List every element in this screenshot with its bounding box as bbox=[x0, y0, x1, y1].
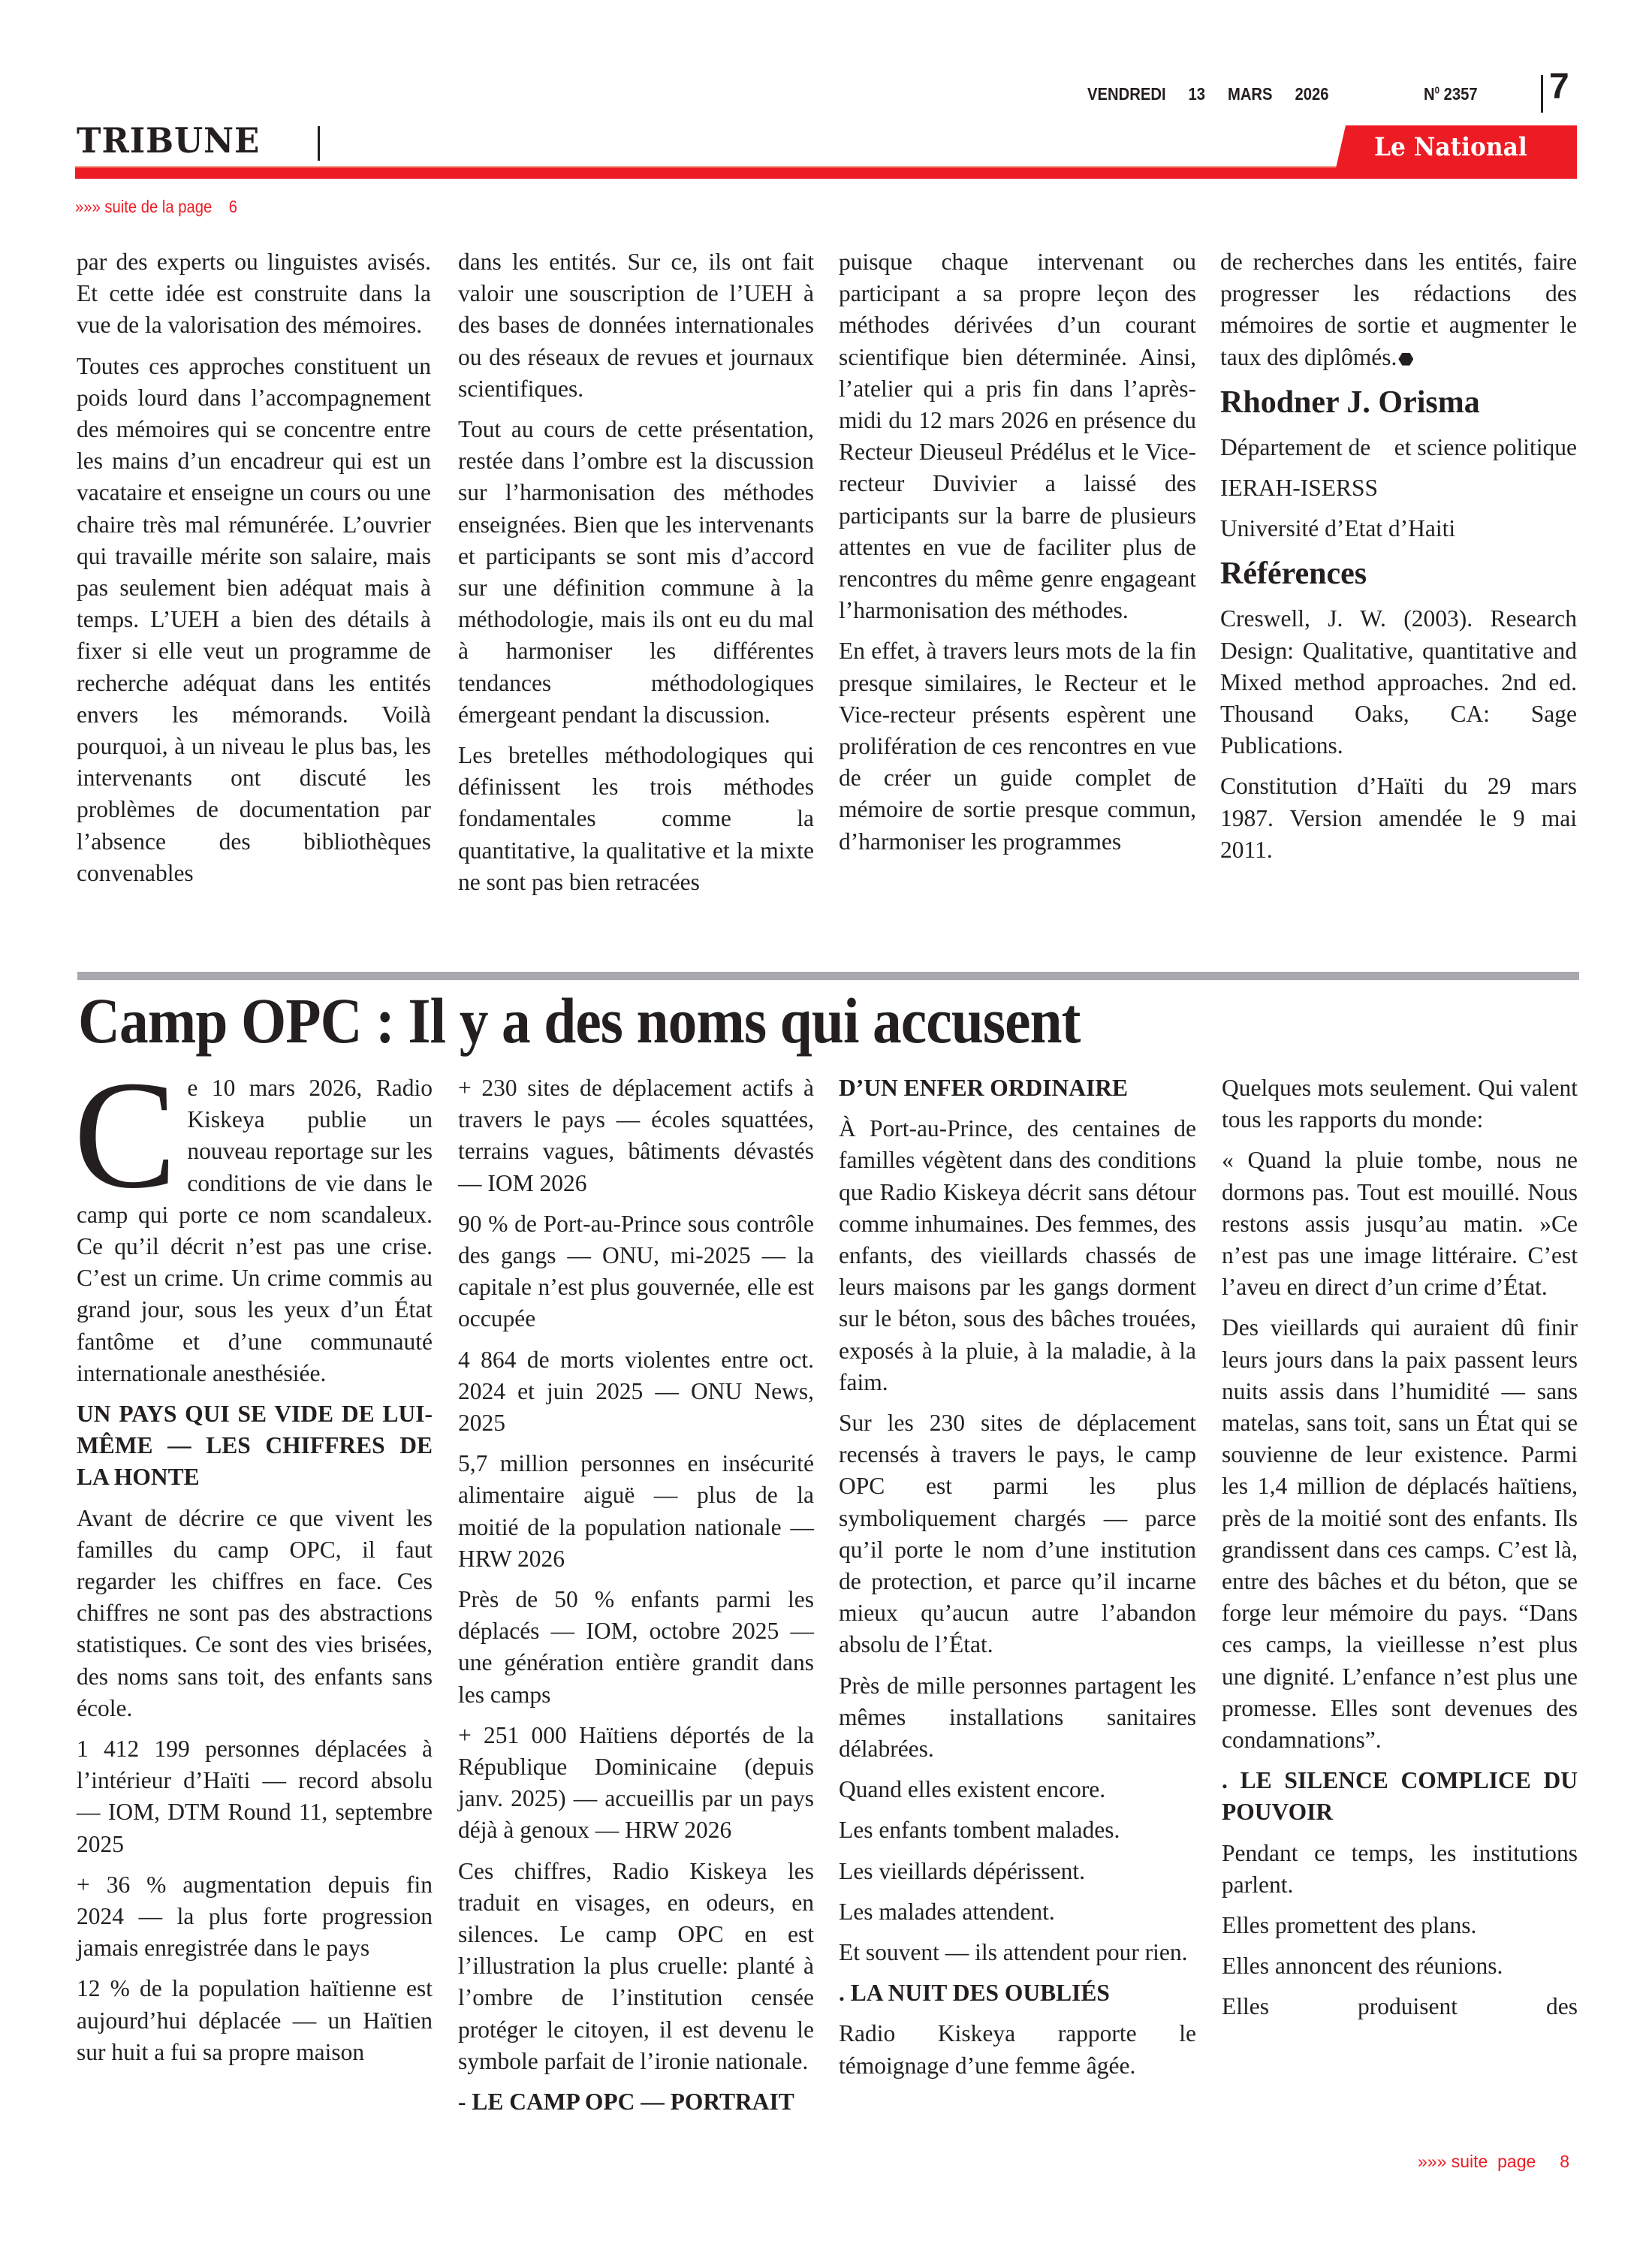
paragraph: Près de mille personnes partagent les mêmes installations sanitaires délabrées. bbox=[839, 1672, 1196, 1763]
article-separator bbox=[77, 972, 1579, 980]
subheading: . LE SILENCE COMPLICE DU POUVOIR bbox=[1222, 1767, 1578, 1826]
paragraph: En effet, à travers leurs mots de la fin presque similaires, le Recteur et le Vice-recteur présents espèrent une prolifération de ces rencontres en vue de créer un guide complet de mémoire de sortie presque commun, d’harmoniser les programmes bbox=[839, 638, 1196, 855]
issue-number bbox=[1424, 84, 1478, 104]
date-year: 2026 bbox=[1295, 84, 1329, 104]
paragraph: par des experts ou linguistes avisés. Et cette idée est construite dans la vue de la valorisation des mémoires. bbox=[77, 249, 431, 339]
paragraph: dans les entités. Sur ce, ils ont fait valoir une souscription de l’UEH à des bases de données internationales ou des réseaux de revues et journaux scientifiques. bbox=[458, 249, 814, 402]
paragraph: Les bretelles méthodologiques qui définissent les trois méthodes fondamentales comme la quantitative, la qualitative et la mixte ne sont pas bien retracées bbox=[458, 742, 814, 895]
paragraph: Avant de décrire ce que vivent les familles du camp OPC, il faut regarder les chiffres en face. Ces chiffres ne sont pas des abstractions statistiques. Ce sont des vies brisées, des noms sans toit, des enfants sans école. bbox=[77, 1504, 433, 1721]
subheading: - LE CAMP OPC — PORTRAIT bbox=[458, 2089, 794, 2116]
article-headline: Camp OPC : Il y a des noms qui accusent bbox=[78, 985, 1081, 1057]
section-title: TRIBUNE bbox=[77, 120, 261, 161]
main-article-column-4 bbox=[1222, 1072, 1578, 2032]
author-name: Rhodner J. Orisma bbox=[1220, 385, 1480, 420]
paragraph: Des vieillards qui auraient dû finir leurs jours dans la paix passent leurs nuits assis dans l’humidité — sans matelas, sans toit, sans un État qui se souvienne de leur existence. Parmi les 1,4 million de déplacés haïtiens, près de la moitié sont des enfants. Ils grandissent dans ces camps. C’est là, entre des bâches et du béton, que se forge leur mémoire du pays. “Dans ces camps, la vieillesse n’est plus une dignité. L’enfance n’est plus une promesse. Elles sont devenues des condamnations”. bbox=[1222, 1314, 1578, 1754]
subheading: . LA NUIT DES OUBLIÉS bbox=[839, 1980, 1110, 2007]
brand-logo: Le National bbox=[1374, 132, 1527, 162]
top-article-column-1 bbox=[77, 246, 431, 898]
statistic-item: 5,7 million personnes en insécurité alimentaire aiguë — plus de la moitié de la population nationale — HRW 2026 bbox=[458, 1450, 814, 1572]
date-month: MARS bbox=[1227, 84, 1273, 104]
top-article-column-4 bbox=[1220, 246, 1577, 875]
top-article-column-3 bbox=[839, 246, 1196, 867]
statistic-item: 1 412 199 personnes déplacées à l’intérieur d’Haïti — record absolu — IOM, DTM Round 11, septembre 2025 bbox=[77, 1736, 433, 1857]
author-affiliation: Université d’Etat d’Haiti bbox=[1220, 515, 1456, 542]
end-of-article-icon bbox=[1398, 353, 1413, 366]
references-heading: Références bbox=[1220, 556, 1367, 592]
paragraph: Elles annoncent des réunions. bbox=[1222, 1953, 1503, 1980]
date-day: 13 bbox=[1188, 84, 1206, 104]
paragraph: Les enfants tombent malades. bbox=[839, 1817, 1120, 1844]
paragraph: Elles produisent des bbox=[1222, 1993, 1578, 2020]
subheading-continued: D’UN ENFER ORDINAIRE bbox=[839, 1075, 1129, 1101]
reference-item: Constitution d’Haïti du 29 mars 1987. Version amendée le 9 mai 2011. bbox=[1220, 773, 1577, 863]
lead-text: e 10 mars 2026, Radio Kiskeya publie un nouveau reportage sur les conditions de vie dans le camp qui porte ce nom scandaleux. Ce qu’il décrit n’est pas une crise. C’est un crime. Un crime commis au grand jour, sous les yeux d’un État fantôme et d’une communauté internationale anesthésiée. bbox=[77, 1075, 433, 1386]
author-affiliation: IERAH-ISERSS bbox=[1220, 475, 1379, 502]
drop-cap: C bbox=[74, 1048, 177, 1220]
page-number: 7 bbox=[1549, 67, 1569, 107]
statistic-item: Près de 50 % enfants parmi les déplacés — IOM, octobre 2025 — une génération entière grandit dans les camps bbox=[458, 1586, 814, 1708]
quote-paragraph: « Quand la pluie tombe, nous ne dormons pas. Tout est mouillé. Nous restons assis jusqu’au matin. »Ce n’est pas une image littéraire. C’est l’aveu en direct d’un crime d’État. bbox=[1222, 1147, 1578, 1301]
main-article-column-2 bbox=[458, 1072, 814, 2127]
paragraph: Radio Kiskeya rapporte le témoignage d’une femme âgée. bbox=[839, 2020, 1196, 2079]
statistic-item: 4 864 de morts violentes entre oct. 2024 et juin 2025 — ONU News, 2025 bbox=[458, 1346, 814, 1437]
paragraph: Quelques mots seulement. Qui valent tous les rapports du monde: bbox=[1222, 1075, 1578, 1133]
subheading: UN PAYS QUI SE VIDE DE LUI-MÊME — LES CHIFFRES DE LA HONTE bbox=[77, 1401, 433, 1491]
statistic-item: + 230 sites de déplacement actifs à travers le pays — écoles squattées, terrains vagues, bâtiments dévastés — IOM 2026 bbox=[458, 1075, 814, 1196]
continued-on-link[interactable]: »»» suite page 8 bbox=[1418, 2152, 1570, 2171]
paragraph: À Port-au-Prince, des centaines de familles végètent dans des conditions que Radio Kiskeya décrit sans détour comme inhumaines. Des femmes, des enfants, des vieillards chassés de leurs maisons par les gangs dorment sur le béton, sous des bâches trouées, exposés à la pluie, à la maladie, à la faim. bbox=[839, 1115, 1196, 1395]
page-number-divider bbox=[1541, 75, 1543, 113]
author-affiliation: Département de et science politique bbox=[1220, 433, 1577, 460]
issue-number-value: 2357 bbox=[1443, 84, 1478, 104]
paragraph: Sur les 230 sites de déplacement recensés à travers le pays, le camp OPC est parmi les plus symboliquement chargés — parce qu’il porte le nom d’une institution de protection, et parce qu’il incarne mieux qu’aucun autre l’abandon absolu de l’État. bbox=[839, 1410, 1196, 1658]
paragraph: Elles promettent des plans. bbox=[1222, 1912, 1477, 1939]
lead-paragraph bbox=[74, 1048, 433, 1389]
paragraph: puisque chaque intervenant ou participant a sa propre leçon des méthodes dérivées d’un courant scientifique bien déterminée. Ainsi, l’atelier qui a pris fin dans l’après-midi du 12 mars 2026 en présence du Recteur Dieuseul Prédélus et le Vice-recteur Duvivier a laissé des participants sur la barre de plusieurs attentes en vue de faciliter plus de rencontres du même genre engageant l’harmonisation des méthodes. bbox=[839, 249, 1196, 624]
paragraph: Et souvent — ils attendent pour rien. bbox=[839, 1939, 1188, 1966]
paragraph: Ces chiffres, Radio Kiskeya les traduit en visages, en odeurs, en silences. Le camp OPC en est l’illustration la plus cruelle: planté à l’ombre de l’institution censée protéger le citoyen, il est devenu le symbole parfait de l’ironie nationale. bbox=[458, 1857, 814, 2074]
issue-prefix: N bbox=[1424, 84, 1435, 104]
paragraph: Toutes ces approches constituent un poids lourd dans l’accompagnement des mémoires qui se concentre entre les mains d’un encadreur qui est un vacataire et enseigne un cours ou une chaire très mal rémunérée. L’ouvrier qui travaille mérite son salaire, mais pas seulement bien adéquat mais à temps. L’UEH a bien des détails à fixer si elle veut un programme de recherche adéquat dans les entités envers les mémorands. Voilà pourquoi, à un niveau le plus bas, les intervenants ont discuté les problèmes de documentation par l’absence des bibliothèques convenables bbox=[77, 352, 431, 886]
closing-text: de recherches dans les entités, faire progresser les rédactions des mémoires de sortie et augmenter le taux des diplômés. bbox=[1220, 249, 1577, 370]
paragraph: Tout au cours de cette présentation, restée dans l’ombre est la discussion sur l’harmonisation des méthodes enseignées. Bien que les intervenants et participants se sont mis d’accord sur une définition commune à la méthodologie, mais ils ont eu du mal à harmoniser les différentes tendances méthodologiques émergeant pendant la discussion. bbox=[458, 416, 814, 728]
paragraph: Les vieillards dépérissent. bbox=[839, 1857, 1086, 1884]
main-article-column-1 bbox=[74, 1048, 433, 2077]
continued-from-link[interactable]: »»» suite de la page 6 bbox=[75, 197, 238, 216]
statistic-item: + 36 % augmentation depuis fin 2024 — la plus forte progression jamais enregistrée dans le pays bbox=[77, 1871, 433, 1962]
statistic-item: 12 % de la population haïtienne est aujourd’hui déplacée — un Haïtien sur huit a fui sa propre maison bbox=[77, 1975, 433, 2065]
issue-date bbox=[1087, 84, 1351, 104]
date-weekday: VENDREDI bbox=[1087, 84, 1166, 104]
section-divider bbox=[318, 126, 320, 161]
paragraph bbox=[1220, 246, 1577, 373]
main-article-column-3 bbox=[839, 1072, 1196, 2091]
issue-sup: 0 bbox=[1434, 84, 1439, 96]
statistic-item: + 251 000 Haïtiens déportés de la République Dominicaine (depuis janv. 2025) — accueillis par un pays déjà à genoux — HRW 2026 bbox=[458, 1721, 814, 1844]
paragraph: Les malades attendent. bbox=[839, 1898, 1055, 1925]
paragraph: Pendant ce temps, les institutions parlent. bbox=[1222, 1839, 1578, 1898]
reference-item: Creswell, J. W. (2003). Research Design: Qualitative, quantitative and Mixed method approaches. 2nd ed. Thousand Oaks, CA: Sage Publications. bbox=[1220, 605, 1577, 759]
paragraph: Quand elles existent encore. bbox=[839, 1776, 1106, 1803]
statistic-item: 90 % de Port-au-Prince sous contrôle des gangs — ONU, mi-2025 — la capitale n’est plus gouvernée, elle est occupée bbox=[458, 1210, 814, 1332]
top-article-column-2 bbox=[458, 246, 814, 907]
